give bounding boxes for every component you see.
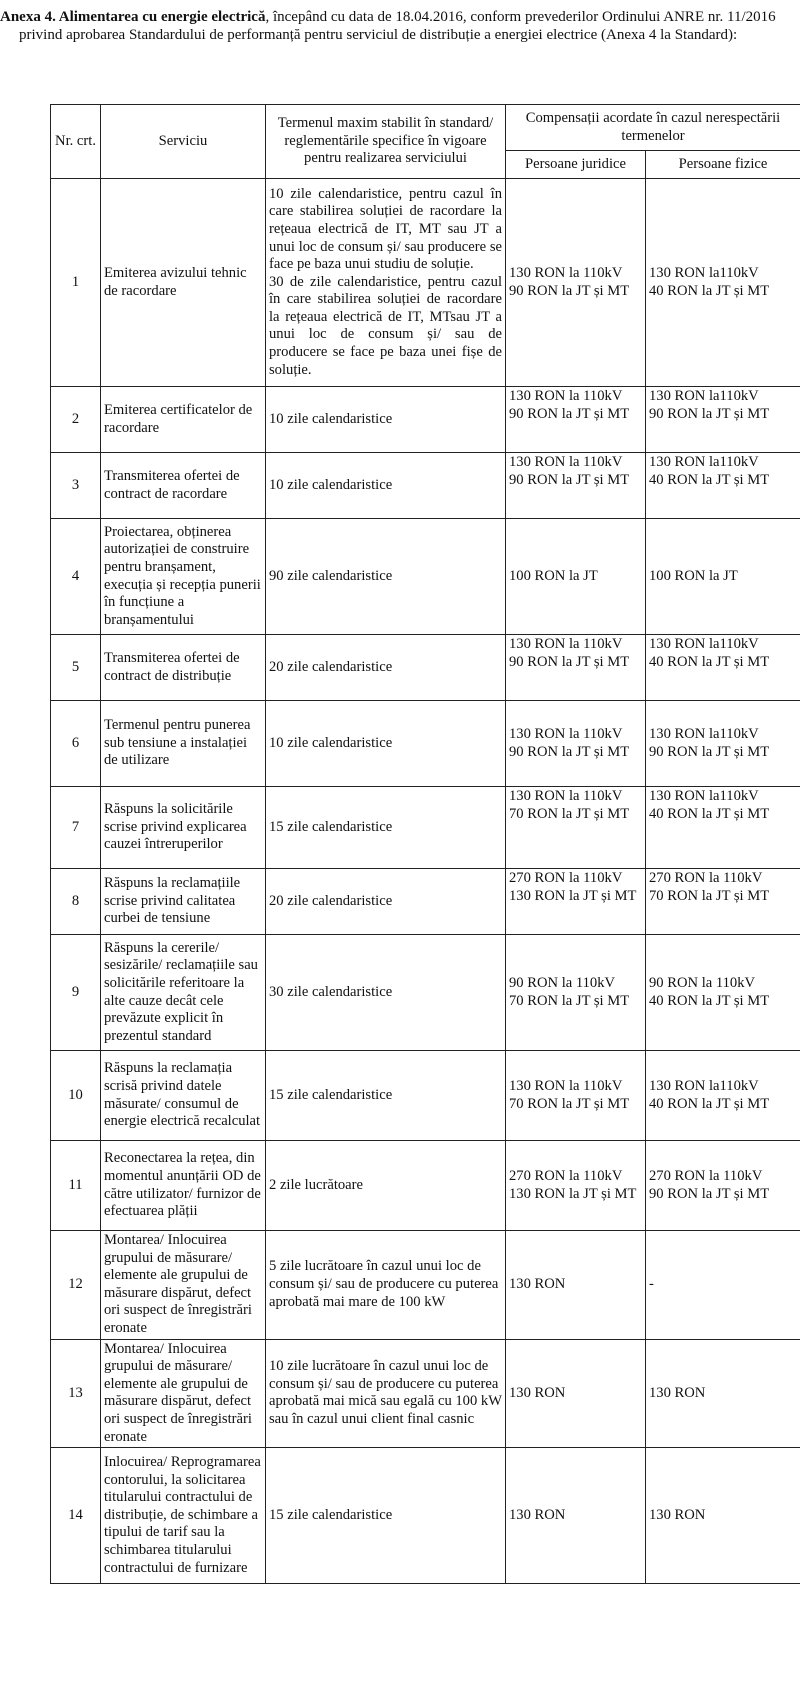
header-serviciu: Serviciu (101, 105, 266, 179)
term-cell (266, 387, 506, 453)
term-cell (266, 701, 506, 787)
compensation-text: 130 RON la 110kV (509, 636, 623, 652)
compensation-legal-entities (506, 635, 646, 701)
term-cell (266, 935, 506, 1051)
annex-title: Anexa 4. Alimentarea cu energie electrică (0, 9, 266, 25)
compensation-text: 130 RON la 110kV (509, 725, 623, 742)
row-number: 5 (51, 635, 101, 701)
table-row (51, 387, 800, 453)
table-row (51, 179, 800, 387)
compensation-text: 90 RON la JT și MT (649, 743, 770, 760)
compensation-individuals (646, 869, 800, 935)
compensation-text: 130 RON (509, 1506, 566, 1523)
header-termen: Termenul maxim stabilit în standard/ reglementările specifice în vigoare pentru realizarea serviciului (266, 105, 506, 179)
compensation-text: 130 RON la110kV (649, 1077, 759, 1094)
compensation-text: 130 RON la110kV (649, 454, 759, 470)
table-row (51, 935, 800, 1051)
header-compensatii: Compensații acordate în cazul nerespectării termenelor (506, 105, 800, 151)
table-row (51, 453, 800, 519)
compensation-text: 40 RON la JT și MT (649, 282, 770, 299)
compensation-text: 130 RON la110kV (649, 388, 759, 404)
term-cell (266, 179, 506, 387)
compensation-text: 90 RON la JT și MT (509, 653, 630, 670)
compensation-text: 130 RON la 110kV (509, 388, 623, 404)
service-name: Transmiterea ofertei de contract de distribuție (101, 635, 266, 701)
compensation-text: 40 RON la JT și MT (649, 1095, 770, 1112)
compensation-text: 90 RON la JT și MT (509, 743, 630, 760)
compensation-legal-entities (506, 179, 646, 387)
compensation-individuals (646, 1231, 800, 1340)
service-name: Transmiterea ofertei de contract de racordare (101, 453, 266, 519)
row-number: 1 (51, 179, 101, 387)
row-number: 6 (51, 701, 101, 787)
term-cell (266, 1448, 506, 1584)
row-number: 3 (51, 453, 101, 519)
term-text: 20 zile calendaristice (269, 658, 393, 675)
compensation-individuals (646, 787, 800, 869)
compensation-text: 130 RON la110kV (649, 636, 759, 652)
compensation-legal-entities (506, 1339, 646, 1448)
row-number: 14 (51, 1448, 101, 1584)
compensation-text: 40 RON la JT și MT (649, 471, 770, 488)
term-text: 30 de zile calendaristice, pentru cazul în care stabilirea soluției de racordare la rețeaua electrică de IT, MTsau JT a unui loc de consum și/ sau de producere se face pe baza unei fișe de soluție. (269, 273, 502, 378)
row-number: 7 (51, 787, 101, 869)
term-text: 15 zile calendaristice (269, 818, 393, 835)
service-name: Reconectarea la rețea, din momentul anunțării OD de către utilizator/ furnizor de efectuarea plății (101, 1141, 266, 1231)
row-number: 8 (51, 869, 101, 935)
service-name: Emiterea avizului tehnic de racordare (101, 179, 266, 387)
table-row (51, 701, 800, 787)
service-name: Termenul pentru punerea sub tensiune a instalației de utilizare (101, 701, 266, 787)
compensation-individuals (646, 935, 800, 1051)
term-text: 10 zile calendaristice (269, 476, 393, 493)
compensation-individuals (646, 179, 800, 387)
compensation-text: - (649, 1275, 654, 1292)
compensation-individuals (646, 1051, 800, 1141)
compensation-text: 90 RON la 110kV (649, 974, 756, 991)
service-name: Montarea/ Inlocuirea grupului de măsurare/ elemente ale grupului de măsurare dispărut, defect ori suspect de înregistrări eronate (101, 1231, 266, 1340)
compensations-table (50, 104, 800, 1584)
term-cell (266, 787, 506, 869)
compensation-text: 130 RON la 110kV (509, 264, 623, 281)
header-nr: Nr. crt. (51, 105, 101, 179)
table-row (51, 1141, 800, 1231)
compensation-text: 130 RON (649, 1506, 706, 1523)
term-text: 10 zile calendaristice (269, 410, 393, 427)
compensation-legal-entities (506, 1141, 646, 1231)
compensation-text: 130 RON la110kV (649, 264, 759, 281)
row-number: 4 (51, 519, 101, 635)
term-cell (266, 1051, 506, 1141)
compensation-text: 100 RON la JT (649, 567, 738, 584)
term-cell (266, 869, 506, 935)
term-text: 20 zile calendaristice (269, 892, 393, 909)
compensation-legal-entities (506, 1051, 646, 1141)
compensation-individuals (646, 635, 800, 701)
compensation-text: 70 RON la JT și MT (509, 1095, 630, 1112)
compensation-text: 70 RON la JT și MT (509, 992, 630, 1009)
header-persoane-fizice: Persoane fizice (646, 151, 800, 179)
term-cell (266, 635, 506, 701)
compensation-text: 40 RON la JT și MT (649, 992, 770, 1009)
row-number: 10 (51, 1051, 101, 1141)
table-row (51, 519, 800, 635)
table-row (51, 1051, 800, 1141)
service-name: Montarea/ Inlocuirea grupului de măsurare/ elemente ale grupului de măsurare dispărut, defect ori suspect de înregistrări eronate (101, 1339, 266, 1448)
compensation-individuals (646, 1141, 800, 1231)
table-body (51, 179, 800, 1584)
intro-line-1-rest: , începând cu data de 18.04.2016, conform prevederilor Ordinului ANRE nr. 11/2016 (265, 9, 776, 25)
compensation-text: 130 RON (649, 1384, 706, 1401)
compensation-text: 270 RON la 110kV (649, 1167, 763, 1184)
table-row (51, 1339, 800, 1448)
table-row (51, 869, 800, 935)
term-cell (266, 519, 506, 635)
document-intro (0, 8, 800, 44)
compensation-text: 90 RON la 110kV (509, 974, 616, 991)
compensation-text: 90 RON la JT și MT (649, 405, 770, 422)
compensation-legal-entities (506, 701, 646, 787)
compensation-text: 130 RON la 110kV (509, 454, 623, 470)
intro-line-2: privind aprobarea Standardului de performanță pentru serviciul de distribuție a energiei electrice (Anexa 4 la Standard): (19, 27, 738, 43)
term-cell (266, 1231, 506, 1340)
compensation-text: 40 RON la JT și MT (649, 805, 770, 822)
term-cell (266, 1141, 506, 1231)
compensation-text: 130 RON la JT și MT (509, 887, 637, 904)
term-cell (266, 453, 506, 519)
compensation-legal-entities (506, 869, 646, 935)
compensation-text: 130 RON la110kV (649, 725, 759, 742)
compensation-legal-entities (506, 1448, 646, 1584)
compensation-text: 130 RON (509, 1384, 566, 1401)
service-name: Emiterea certificatelor de racordare (101, 387, 266, 453)
compensation-text: 90 RON la JT și MT (509, 405, 630, 422)
compensation-individuals (646, 701, 800, 787)
term-text: 2 zile lucrătoare (269, 1176, 363, 1193)
compensation-text: 130 RON (509, 1275, 566, 1292)
term-cell (266, 1339, 506, 1448)
compensation-text: 270 RON la 110kV (509, 1167, 623, 1184)
service-name: Răspuns la reclamația scrisă privind datele măsurate/ consumul de energie electrică recalculat (101, 1051, 266, 1141)
compensation-legal-entities (506, 787, 646, 869)
compensation-text: 130 RON la 110kV (509, 788, 623, 804)
service-name: Răspuns la reclamațiile scrise privind calitatea curbei de tensiune (101, 869, 266, 935)
compensation-legal-entities (506, 935, 646, 1051)
term-text: 10 zile lucrătoare în cazul unui loc de consum și/ sau de producere cu puterea aprobată mai mică sau egală cu 100 kW sau în cazul unui client final casnic (269, 1358, 502, 1427)
compensation-text: 130 RON la 110kV (509, 1077, 623, 1094)
service-name: Răspuns la solicitările scrise privind explicarea cauzei întreruperilor (101, 787, 266, 869)
service-name: Inlocuirea/ Reprogramarea contorului, la solicitarea titularului contractului de distribuție, de schimbare a tipului de tarif sau la schimbarea titularului contractului de furnizare (101, 1448, 266, 1584)
compensation-text: 70 RON la JT și MT (509, 805, 630, 822)
compensation-legal-entities (506, 1231, 646, 1340)
compensation-text: 130 RON la110kV (649, 788, 759, 804)
table-row (51, 787, 800, 869)
compensation-individuals (646, 387, 800, 453)
term-text: 30 zile calendaristice (269, 983, 393, 1000)
header-persoane-juridice: Persoane juridice (506, 151, 646, 179)
compensation-text: 90 RON la JT și MT (509, 471, 630, 488)
term-text: 15 zile calendaristice (269, 1086, 393, 1103)
compensation-legal-entities (506, 453, 646, 519)
row-number: 2 (51, 387, 101, 453)
compensation-individuals (646, 519, 800, 635)
compensation-text: 70 RON la JT și MT (649, 887, 770, 904)
compensation-text: 40 RON la JT și MT (649, 653, 770, 670)
intro-line-1 (0, 8, 800, 26)
term-text: 5 zile lucrătoare în cazul unui loc de consum și/ sau de producere cu puterea aprobată mai mare de 100 kW (269, 1258, 499, 1310)
compensation-text: 90 RON la JT și MT (649, 1185, 770, 1202)
row-number: 11 (51, 1141, 101, 1231)
compensation-legal-entities (506, 387, 646, 453)
compensation-text: 90 RON la JT și MT (509, 282, 630, 299)
row-number: 13 (51, 1339, 101, 1448)
compensation-individuals (646, 453, 800, 519)
table-row (51, 1448, 800, 1584)
table-row (51, 635, 800, 701)
compensation-text: 270 RON la 110kV (649, 870, 763, 886)
compensation-text: 270 RON la 110kV (509, 870, 623, 886)
compensation-individuals (646, 1448, 800, 1584)
row-number: 9 (51, 935, 101, 1051)
compensation-individuals (646, 1339, 800, 1448)
term-text: 90 zile calendaristice (269, 567, 393, 584)
term-text: 15 zile calendaristice (269, 1506, 393, 1523)
compensation-text: 130 RON la JT și MT (509, 1185, 637, 1202)
compensation-text: 100 RON la JT (509, 567, 598, 584)
term-text: 10 zile calendaristice (269, 734, 393, 751)
table-row (51, 1231, 800, 1340)
service-name: Răspuns la cererile/ sesizările/ reclamațiile sau solicitările referitoare la alte cauze decât cele prevăzute explicit în prezentul standard (101, 935, 266, 1051)
term-text: 10 zile calendaristice, pentru cazul în care stabilirea soluției de racordare la rețeaua electrică de IT, MT sau JT a unui loc de consum și/ sau producere se face pe baza unui studiu de soluție. (269, 185, 502, 273)
service-name: Proiectarea, obținerea autorizației de construire pentru branșament, execuția și recepția punerii în funcțiune a branșamentului (101, 519, 266, 635)
compensation-legal-entities (506, 519, 646, 635)
row-number: 12 (51, 1231, 101, 1340)
